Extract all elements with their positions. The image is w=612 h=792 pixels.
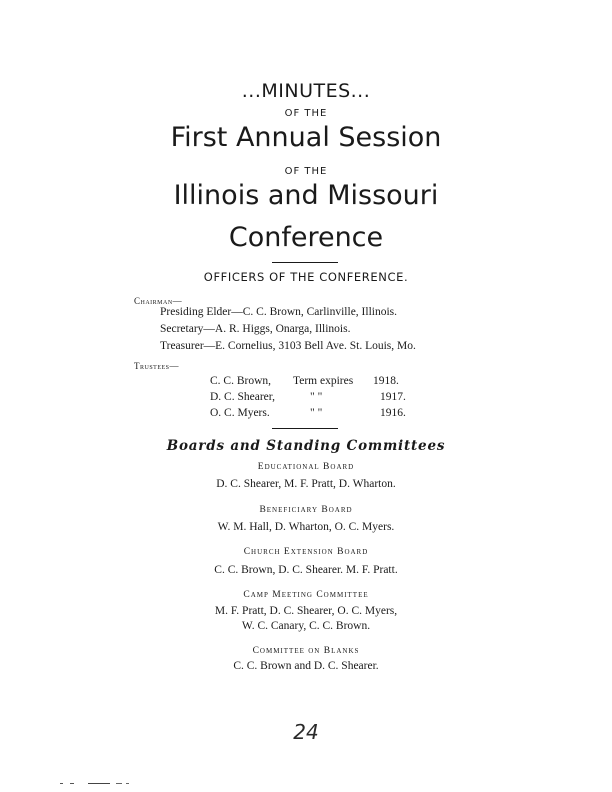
committee-name: Church Extension Board bbox=[243, 547, 369, 557]
trustee-year: 1917. bbox=[380, 391, 406, 403]
committee-members: W. M. Hall, D. Wharton, O. C. Myers. bbox=[217, 521, 395, 533]
committee-name: Camp Meeting Committee bbox=[243, 590, 369, 600]
trustee-term: " " bbox=[310, 407, 323, 419]
chairman-line-secretary: Secretary—A. R. Higgs, Onarga, Illinois. bbox=[160, 323, 351, 335]
committee-name: Beneficiary Board bbox=[259, 505, 353, 515]
title-conference: Conference bbox=[228, 222, 384, 253]
scan-specks-decoration bbox=[60, 783, 150, 785]
handwritten-page-number: 24 bbox=[293, 720, 319, 744]
trustee-name: D. C. Shearer, bbox=[210, 391, 276, 403]
chairman-line-treasurer: Treasurer—E. Cornelius, 3103 Bell Ave. St. Louis, Mo. bbox=[160, 340, 416, 352]
trustees-label: Trustees— bbox=[134, 361, 180, 371]
committee-name: Educational Board bbox=[257, 462, 355, 472]
divider-rule-1 bbox=[272, 262, 338, 263]
of-the-line-2: OF THE bbox=[284, 166, 328, 177]
title-illinois-and-missouri: Illinois and Missouri bbox=[173, 180, 439, 211]
committee-members: C. C. Brown, D. C. Shearer. M. F. Pratt. bbox=[214, 564, 398, 576]
trustee-name: C. C. Brown, bbox=[210, 375, 272, 387]
trustee-year: 1916. bbox=[380, 407, 406, 419]
chairman-line-presiding-elder: Presiding Elder—C. C. Brown, Carlinville, Illinois. bbox=[160, 306, 398, 318]
trustee-name: O. C. Myers. bbox=[210, 407, 270, 419]
divider-rule-2 bbox=[272, 428, 338, 429]
committee-members: D. C. Shearer, M. F. Pratt, D. Wharton. bbox=[216, 478, 396, 490]
committee-name: Committee on Blanks bbox=[252, 646, 360, 656]
title-first-annual-session: First Annual Session bbox=[170, 122, 442, 153]
trustee-term: " " bbox=[310, 391, 323, 403]
boards-heading: Boards and Standing Committees bbox=[166, 438, 446, 454]
trustee-year: 1918. bbox=[373, 375, 399, 387]
committee-members-line-1: M. F. Pratt, D. C. Shearer, O. C. Myers, bbox=[214, 605, 398, 617]
officers-heading: OFFICERS OF THE CONFERENCE. bbox=[203, 270, 409, 284]
chairman-label: Chairman— bbox=[134, 296, 183, 306]
committee-members: C. C. Brown and D. C. Shearer. bbox=[233, 660, 379, 672]
trustee-term: Term expires bbox=[293, 375, 354, 387]
minutes-heading: ...MINUTES... bbox=[241, 80, 371, 102]
committee-members-line-2: W. C. Canary, C. C. Brown. bbox=[241, 620, 371, 632]
of-the-line-1: OF THE bbox=[284, 108, 328, 119]
